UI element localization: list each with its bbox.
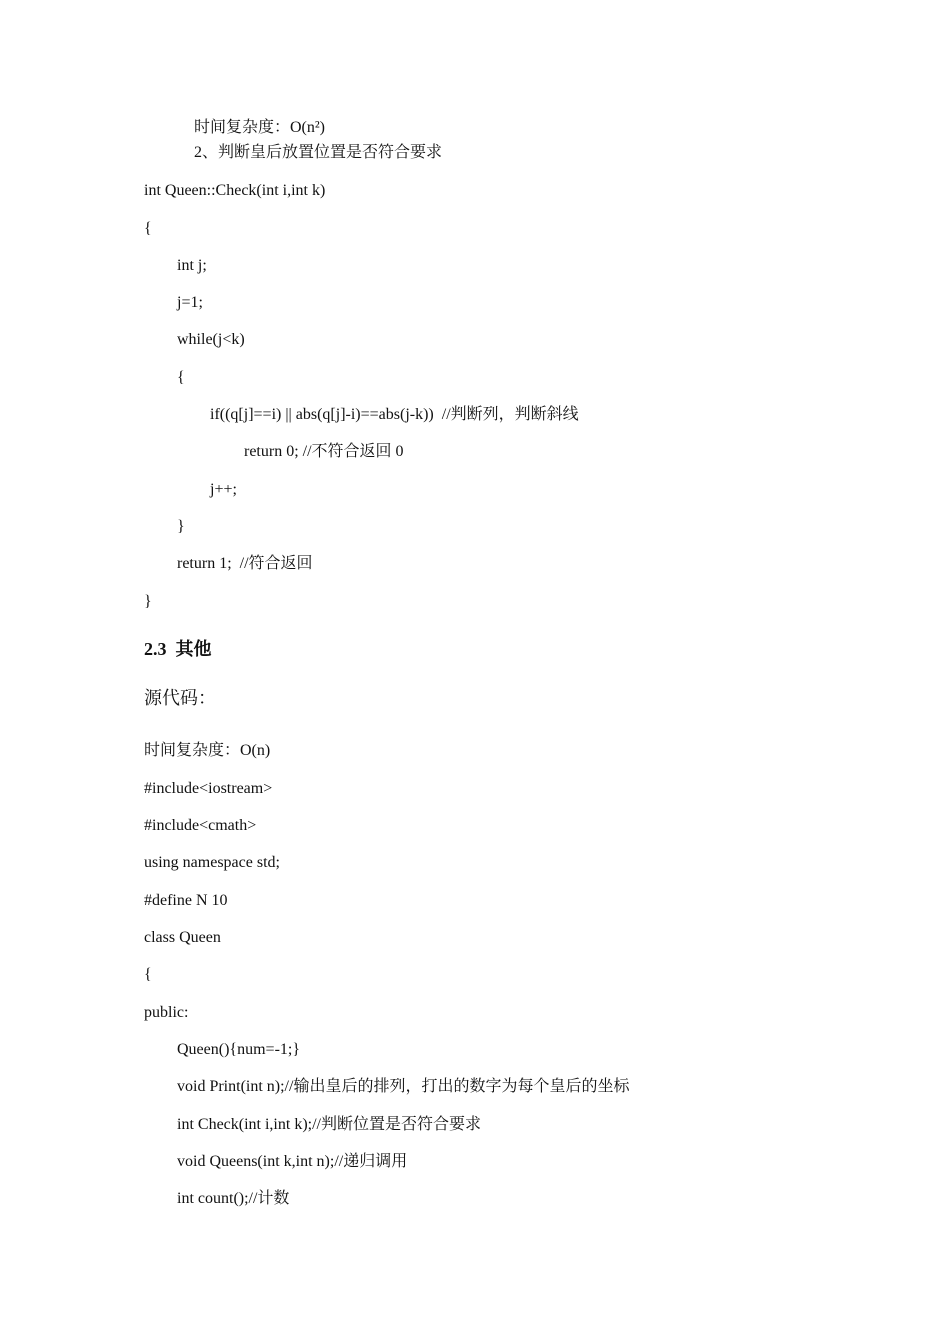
code-line: Queen(){num=-1;}	[177, 1041, 301, 1058]
code-line: while(j<k)	[177, 331, 245, 348]
code-line: using namespace std;	[144, 854, 280, 871]
code-line: class Queen	[144, 929, 221, 946]
code-line: #include<iostream>	[144, 780, 273, 797]
code-line: public:	[144, 1004, 189, 1021]
code-line: j=1;	[177, 294, 203, 311]
section-heading: 2.3 其他	[144, 639, 212, 659]
code-line: return 0; //不符合返回 0	[244, 443, 404, 460]
code-line: int Queen::Check(int i,int k)	[144, 182, 326, 199]
complexity-note: 时间复杂度：O(n²)	[194, 119, 326, 136]
code-line: }	[144, 593, 152, 610]
code-line: #include<cmath>	[144, 817, 257, 834]
code-line: {	[144, 966, 152, 983]
code-line: void Queens(int k,int n);//递归调用	[177, 1153, 408, 1170]
code-line: {	[144, 220, 152, 237]
step-title: 2、判断皇后放置位置是否符合要求	[194, 144, 443, 161]
source-label: 源代码：	[144, 688, 216, 708]
code-line: }	[177, 518, 185, 535]
code-line: int count();//计数	[177, 1190, 290, 1207]
code-line: int Check(int i,int k);//判断位置是否符合要求	[177, 1116, 481, 1133]
code-line: return 1; //符合返回	[177, 555, 313, 572]
code-line: if((q[j]==i) || abs(q[j]-i)==abs(j-k)) //判断列，判断斜线	[210, 406, 579, 423]
code-line: void Print(int n);//输出皇后的排列，打出的数字为每个皇后的坐标	[177, 1078, 630, 1095]
code-line: j++;	[210, 481, 237, 498]
code-line: int j;	[177, 257, 207, 274]
code-line: {	[177, 369, 185, 386]
code-line: #define N 10	[144, 892, 228, 909]
complexity-note: 时间复杂度：O(n)	[144, 742, 271, 759]
